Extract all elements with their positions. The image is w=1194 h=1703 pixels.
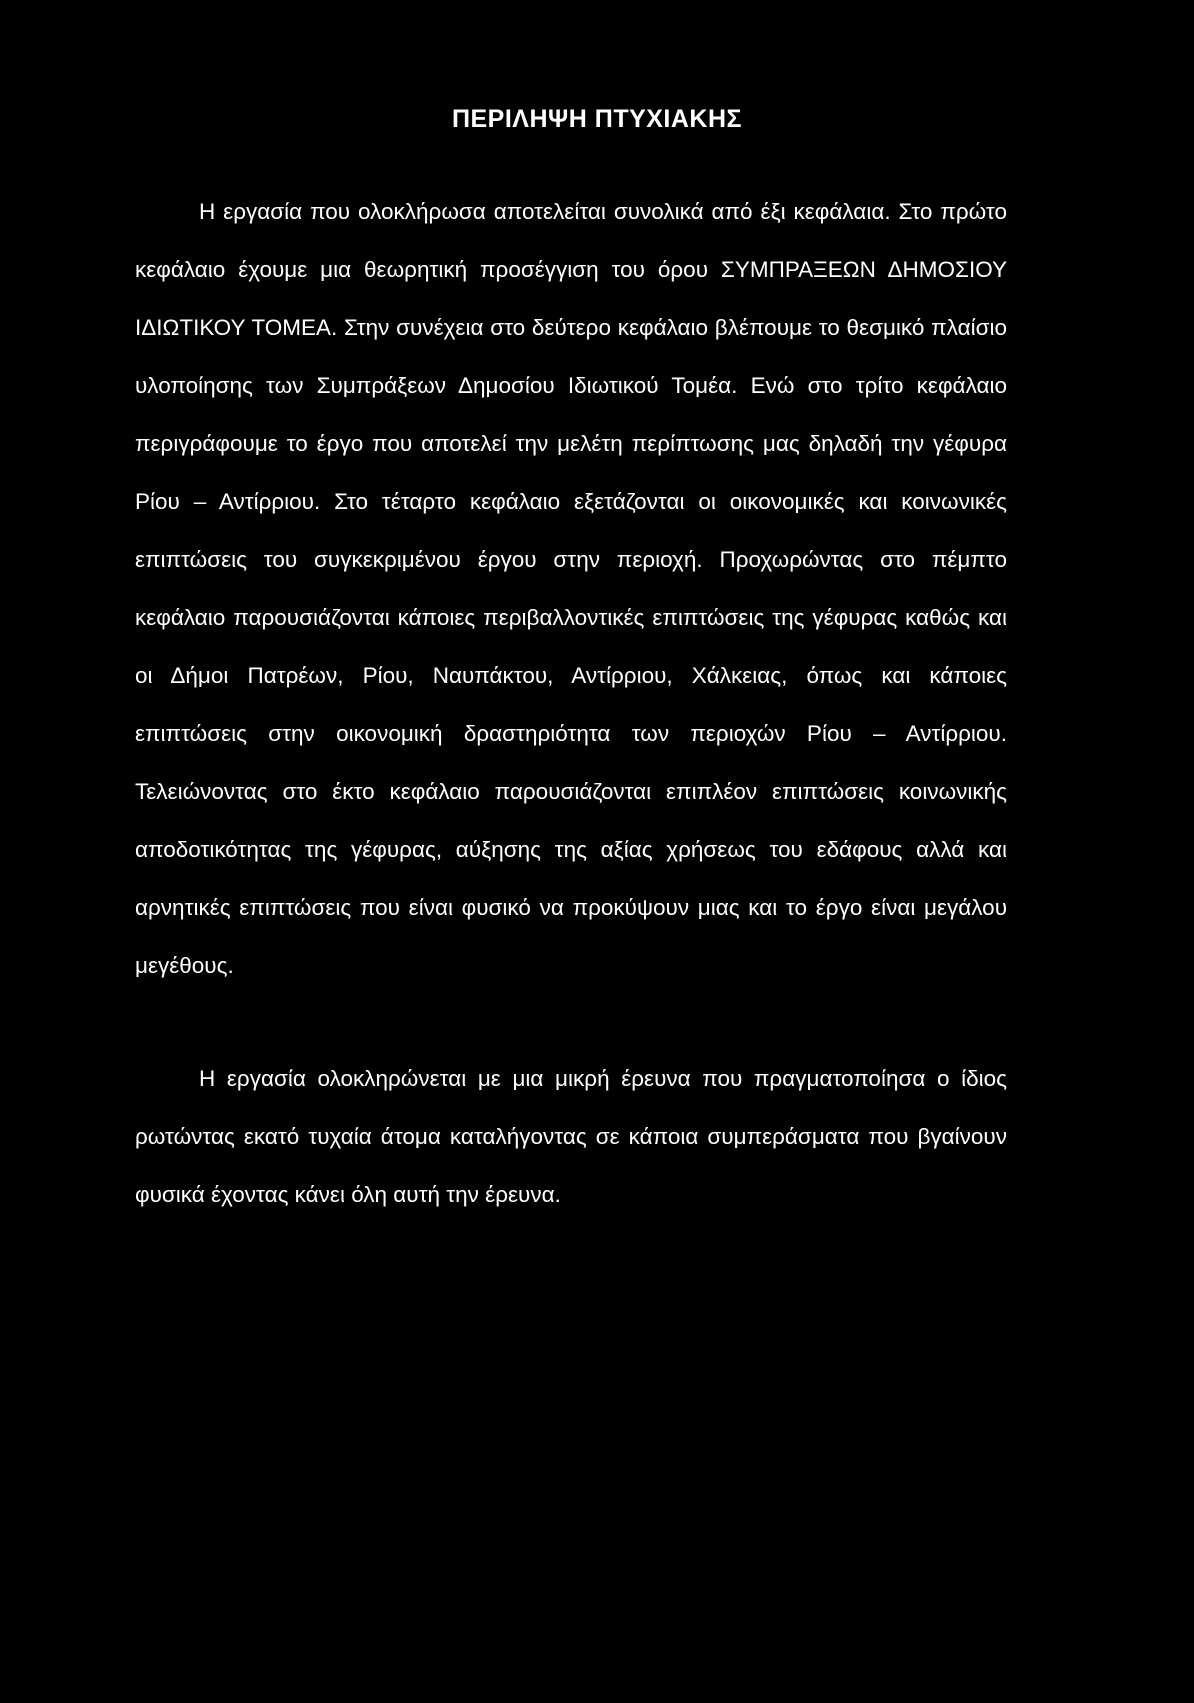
summary-paragraph-2: Η εργασία ολοκληρώνεται με μια μικρή έρευνα που πραγματοποίησα ο ίδιος ρωτώντας εκατό τυχαία άτομα καταλήγοντας σε κάποια συμπεράσματα που βγαίνουν φυσικά έχοντας κάνει όλη αυτή την έρευνα. [135,1066,1007,1207]
summary-paragraph-1: Η εργασία που ολοκλήρωσα αποτελείται συνολικά από έξι κεφάλαια. Στο πρώτο κεφάλαιο έχουμε μια θεωρητική προσέγγιση του όρου ΣΥΜΠΡΑΞΕΩΝ ΔΗΜΟΣΙΟΥ ΙΔΙΩΤΙΚΟΥ ΤΟΜΕΑ. Στην συνέχεια στο δεύτερο κεφάλαιο βλέπουμε το θεσμικό πλαίσιο υλοποίησης των Συμπράξεων Δημοσίου Ιδιωτικού Τομέα. Ενώ στο τρίτο κεφάλαιο περιγράφουμε το έργο που αποτελεί την μελέτη περίπτωσης μας δηλαδή την γέφυρα Ρίου – Αντίρριου. Στο τέταρτο κεφάλαιο εξετάζονται οι οικονομικές και κοινωνικές επιπτώσεις του συγκεκριμένου έργου στην περιοχή. Προχωρώντας στο πέμπτο κεφάλαιο παρουσιάζονται κάποιες περιβαλλοντικές επιπτώσεις της γέφυρας καθώς και οι Δήμοι Πατρέων, Ρίου, Ναυπάκτου, Αντίρριου, Χάλκειας, όπως και κάποιες επιπτώσεις στην οικονομική δραστηριότητα των περιοχών Ρίου – Αντίρριου. Τελειώνοντας στο έκτο κεφάλαιο παρουσιάζονται επιπλέον επιπτώσεις κοινωνικής αποδοτικότητας της γέφυρας, αύξησης της αξίας χρήσεως του εδάφους αλλά και αρνητικές επιπτώσεις που είναι φυσικό να προκύψουν μιας και το έργο είναι μεγάλου μεγέθους. [135,199,1007,978]
page-title: ΠΕΡΙΛΗΨΗ ΠΤΥΧΙΑΚΗΣ [451,105,743,133]
